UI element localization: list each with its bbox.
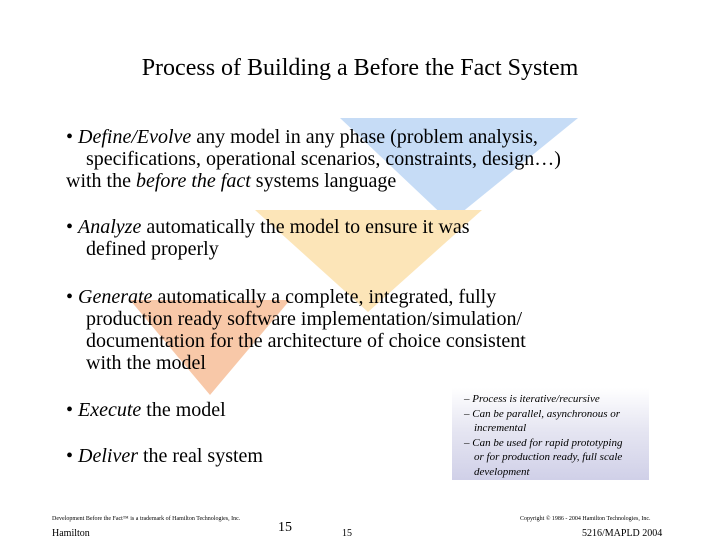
process-notes-box	[452, 388, 649, 480]
footer-copyright: Copyright © 1986 - 2004 Hamilton Technologies, Inc.	[520, 516, 651, 522]
slide-title: Process of Building a Before the Fact System	[141, 55, 579, 81]
page-number: 15	[278, 520, 292, 535]
bullet-execute: • Execute the model	[66, 399, 226, 421]
bullet-analyze: • Analyze automatically the model to ensure it was defined properly	[66, 216, 470, 260]
note-line: development	[474, 465, 530, 478]
note-line: – Process is iterative/recursive	[464, 393, 600, 405]
note-line: incremental	[474, 422, 527, 434]
bullet-define: • Define/Evolve any model in any phase (problem analysis, specifications, operational scenarios, constraints, design…) with the before the fact systems language	[66, 126, 561, 192]
note-line: – Can be used for rapid prototyping	[464, 436, 623, 449]
note-line: – Can be parallel, asynchronous or	[464, 407, 621, 420]
bullet-generate: • Generate automatically a complete, integrated, fully production ready software implementation/simulation/ documentation for the architecture of choice consistent with the model	[66, 286, 526, 374]
footer-code: 5216/MAPLD 2004	[582, 528, 663, 539]
footer-author: Hamilton	[52, 528, 90, 539]
footer-trademark: Development Before the Fact™ is a trademark of Hamilton Technologies, Inc.	[52, 516, 241, 522]
page-number-small: 15	[342, 528, 352, 539]
bullet-deliver: • Deliver the real system	[66, 445, 263, 467]
note-line: or for production ready, full scale	[474, 451, 623, 463]
